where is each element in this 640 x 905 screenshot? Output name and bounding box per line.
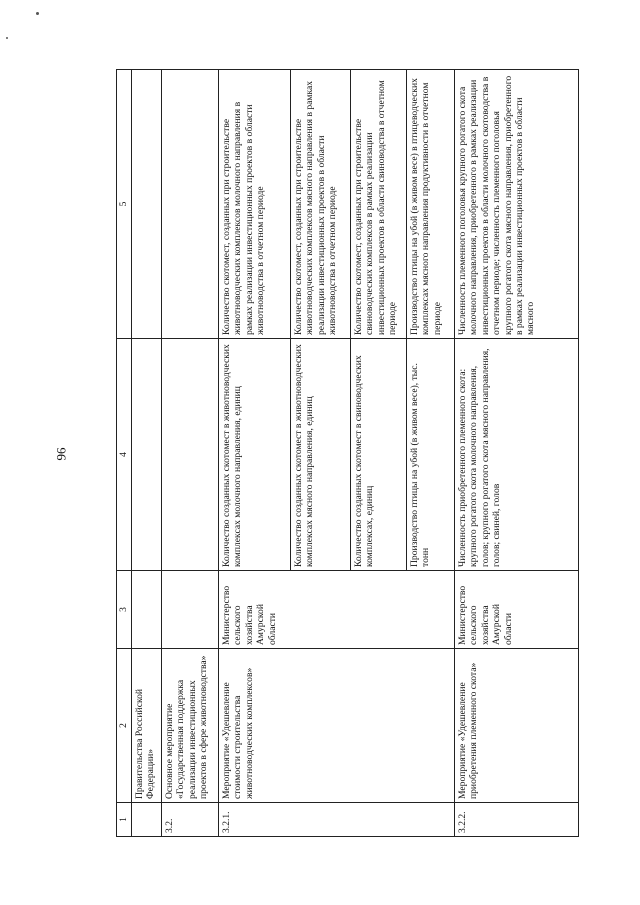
row-number: 3.2. [162,803,219,837]
indicator-item: Численность приобретенного племенного скота: крупного рогатого скота молочного направления, голов; крупного рогатого скота мясного направления, голов; свиней, голов [457,348,503,567]
table-row [162,70,219,837]
result-item: Количество скотомест, созданных при строительстве свиноводческих комплексов в рамках реализации инвестиционных проектов в области свиноводства в отчетном периоде [351,70,407,338]
table-row [219,70,455,837]
indicator-item: Количество созданных скотомест в животноводческих комплексах молочного направления, единиц [219,339,291,570]
row-number [132,803,162,837]
indicator-item: Количество созданных скотомест в животноводческих комплексах мясного направления, единиц [291,339,351,570]
column-number: 3 [117,571,132,649]
measure-name: Мероприятие «Удешевление приобретения племенного скота» [455,649,579,803]
indicator-cell [132,339,162,571]
result-item: Производство птицы на убой (в живом весе) в птицеводческих комплексах мясного направления продуктивности в отчетном периоде [409,78,443,335]
column-number: 5 [117,70,132,339]
result-item: Количество скотомест, созданных при строительстве животноводческих комплексов мясного направления в рамках реализации инвестиционных проектов в области животноводства в отчетном периоде [291,70,351,338]
scan-speck [6,37,8,39]
result-item: Количество скотомест, созданных при строительстве животноводческих комплексов молочного направления в рамках реализации инвестиционных проектов в области животноводства в отчетном периоде [219,70,291,338]
column-number: 4 [117,339,132,571]
result-cell [132,70,162,339]
table-row [132,70,162,837]
indicator-cell [455,339,579,571]
result-item: Численность племенного поголовья крупного рогатого скота молочного направления, приобретенного в рамках реализации инвестиционных проектов в области молочного скотоводства в отчетном периоде; численность племенного поголовья крупного рогатого скота мясного направления, приобретенного в рамках реализации инвестиционных проектов в области мясного [457,75,537,335]
result-cell [219,70,455,339]
scan-speck [36,12,39,15]
result-cell [162,70,219,339]
measure-name: Мероприятие «Удешевление стоимости строительства животноводческих комплексов» [219,649,455,803]
program-table [116,69,579,837]
row-number: 3.2.2. [455,803,579,837]
column-number: 1 [117,803,132,837]
measure-name: Правительства Российской Федерации» [132,649,162,803]
responsible-executor: Министерство сельского хозяйства Амурской области [219,571,455,649]
indicator-cell [162,339,219,571]
rotated-page-content [116,70,571,837]
indicator-cell [219,339,455,571]
measure-name: Основное мероприятие «Государственная поддержка реализации инвестиционных проектов в сфере животноводства» [162,649,219,803]
row-number: 3.2.1. [219,803,455,837]
responsible-executor [132,571,162,649]
indicator-item: Производство птицы на убой (в живом весе), тыс. тонн [409,363,432,567]
responsible-executor: Министерство сельского хозяйства Амурской области [455,571,579,649]
column-number-row [117,70,132,837]
table-row [455,70,579,837]
indicator-item: Количество созданных скотомест в свиноводческих комплексах, единиц [351,339,407,570]
result-cell [455,70,579,339]
responsible-executor [162,571,219,649]
column-number: 2 [117,649,132,803]
page-number: 96 [53,447,69,461]
